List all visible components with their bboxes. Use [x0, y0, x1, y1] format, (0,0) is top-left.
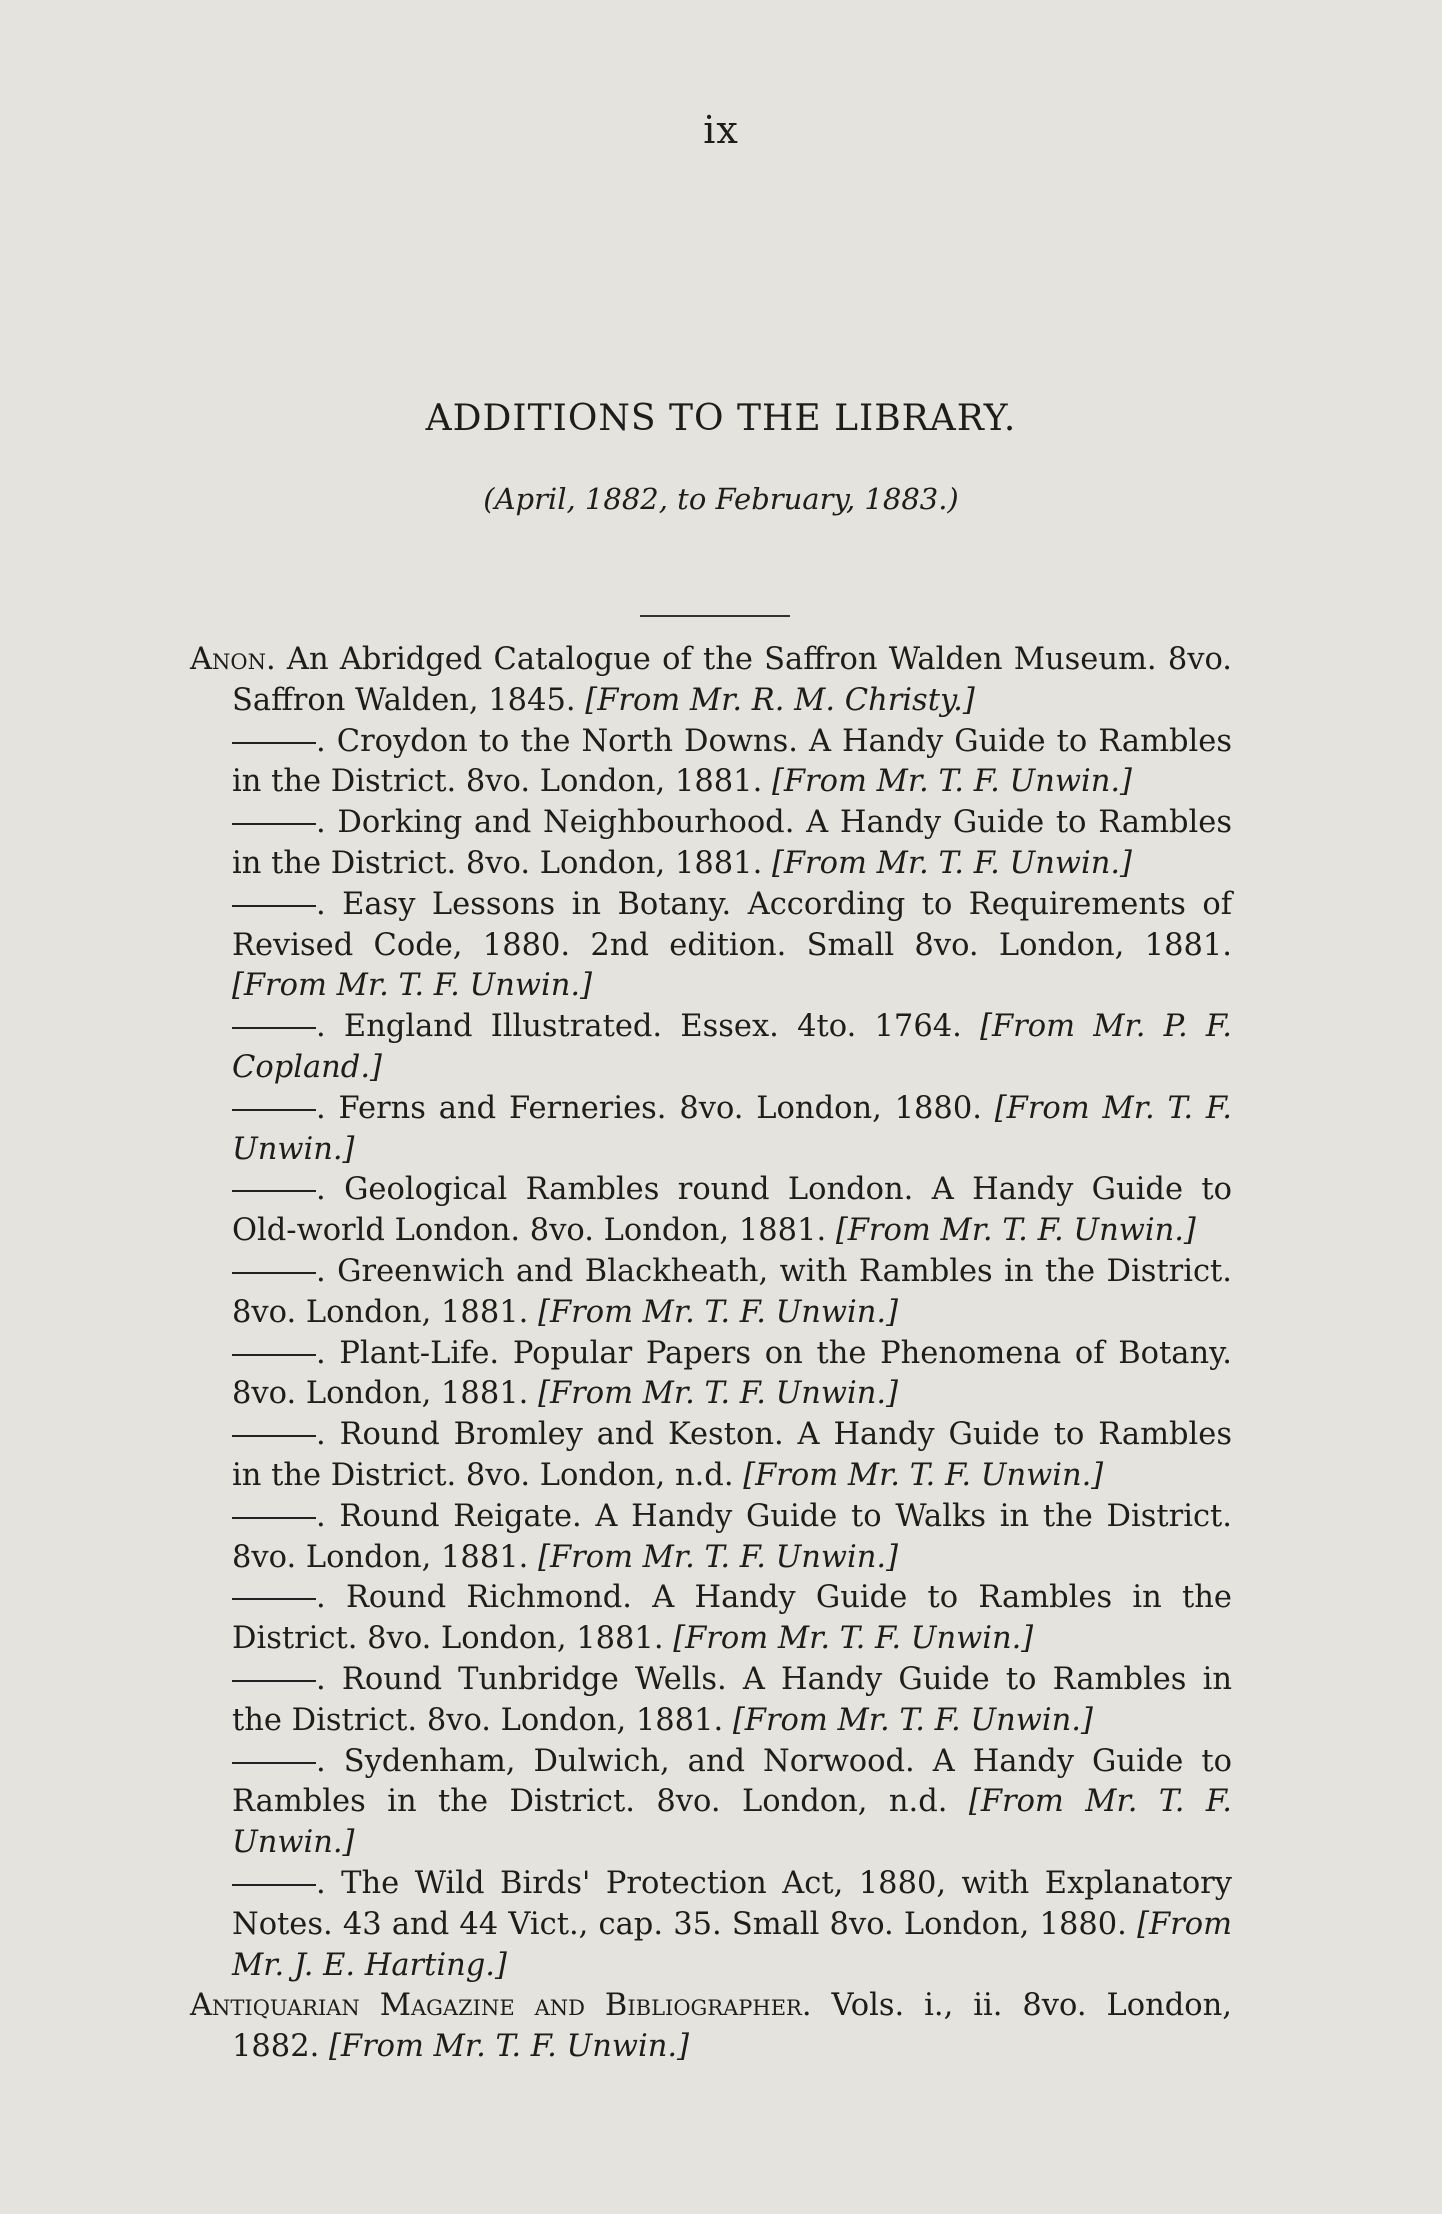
ditto-dash	[232, 823, 316, 825]
list-item	[190, 1864, 1232, 1986]
entry-text: . Round Bromley and Keston. A Handy Guide to Rambles in the District. 8vo. London, n.d.	[232, 1417, 1232, 1493]
entry-source: [From Mr. P. F. Copland.]	[232, 1009, 1233, 1085]
entry-text: . Plant-Life. Popular Papers on the Phenomena of Botany. 8vo. London, 1881.	[232, 1335, 1232, 1412]
ditto-dash	[232, 1598, 316, 1600]
section-title: ADDITIONS TO THE LIBRARY.	[425, 398, 1017, 439]
list-item	[190, 1742, 1232, 1864]
entry-source: [From Mr. T. F. Unwin.]	[743, 1457, 1104, 1493]
entry-source: [From Mr. T. F. Unwin.]	[673, 1621, 1034, 1657]
entry-source: [From Mr. T. F. Unwin.]	[771, 764, 1132, 800]
ditto-dash	[232, 1190, 316, 1192]
entry-source: [From Mr. J. E. Harting.]	[232, 1906, 1232, 1983]
entry-text: . Croydon to the North Downs. A Handy Guide to Rambles in the District. 8vo. London, 1881.	[232, 723, 1232, 800]
entry-text: . England Illustrated. Essex. 4to. 1764.	[316, 1009, 962, 1045]
ditto-dash	[232, 1027, 316, 1029]
list-item	[190, 1334, 1232, 1416]
entry-source: [From Mr. T. F. Unwin.]	[232, 1784, 1233, 1861]
list-item	[190, 1252, 1232, 1334]
list-item	[190, 1578, 1232, 1660]
ditto-dash	[232, 1272, 316, 1274]
ditto-dash	[232, 1762, 316, 1764]
list-item	[190, 885, 1232, 1007]
list-item	[190, 1415, 1232, 1497]
entry-source: [From Mr. R. M. Christy.]	[585, 682, 975, 718]
entry-text: . An Abridged Catalogue of the Saffron Walden Museum. 8vo. Saffron Walden, 1845.	[232, 642, 1232, 718]
entry-source: [From Mr. T. F. Unwin.]	[538, 1376, 899, 1412]
entry-source: [From Mr. T. F. Unwin.]	[732, 1702, 1093, 1738]
list-item	[190, 640, 1232, 722]
entry-source: [From Mr. T. F. Unwin.]	[538, 1539, 899, 1575]
list-item	[190, 722, 1232, 804]
list-item	[190, 1007, 1232, 1089]
entry-source: [From Mr. T. F. Unwin.]	[835, 1213, 1196, 1249]
entry-text: . Geological Rambles round London. A Handy Guide to Old-world London. 8vo. London, 1881.	[232, 1172, 1232, 1249]
ditto-dash	[232, 1680, 316, 1682]
list-item	[190, 1497, 1232, 1579]
entry-text: . Round Richmond. A Handy Guide to Rambles in the District. 8vo. London, 1881.	[232, 1580, 1232, 1657]
entry-source: [From Mr. T. F. Unwin.]	[232, 968, 592, 1004]
ditto-dash	[232, 905, 316, 907]
date-range-subtitle: (April, 1882, to February, 1883.)	[483, 482, 959, 516]
entry-text: . Sydenham, Dulwich, and Norwood. A Handy Guide to Rambles in the District. 8vo. London, n.d.	[232, 1743, 1232, 1820]
ditto-dash	[232, 1109, 316, 1111]
entry-text: . Dorking and Neighbourhood. A Handy Guide to Rambles in the District. 8vo. London, 1881.	[232, 805, 1232, 881]
ditto-dash	[232, 742, 316, 744]
list-item	[190, 1089, 1232, 1171]
list-item	[190, 1660, 1232, 1742]
ditto-dash	[232, 1517, 316, 1519]
entry-text: . Round Tunbridge Wells. A Handy Guide to Rambles in the District. 8vo. London, 1881.	[232, 1661, 1232, 1738]
ditto-dash	[232, 1884, 316, 1886]
entry-text: . Ferns and Ferneries. 8vo. London, 1880.	[316, 1090, 982, 1126]
list-item	[190, 803, 1232, 885]
list-item	[190, 1986, 1232, 2068]
entry-text: . The Wild Birds' Protection Act, 1880, with Explanatory Notes. 43 and 44 Vict., cap. 35. Small 8vo. London, 1880.	[232, 1865, 1232, 1942]
entry-heading: Antiquarian Magazine and Bibliographer	[190, 1988, 802, 2024]
entry-text: . Greenwich and Blackheath, with Rambles in the District. 8vo. London, 1881.	[232, 1253, 1232, 1330]
entry-text: . Easy Lessons in Botany. According to Requirements of Revised Code, 1880. 2nd edition. Small 8vo. London, 1881.	[232, 886, 1232, 963]
entry-source: [From Mr. T. F. Unwin.]	[329, 2029, 689, 2065]
entry-heading: Anon	[190, 642, 266, 677]
entry-source: [From Mr. T. F. Unwin.]	[232, 1090, 1232, 1167]
ditto-dash	[232, 1354, 316, 1356]
library-additions-list	[190, 640, 1232, 2068]
ditto-dash	[232, 1435, 316, 1437]
entry-text: . Round Reigate. A Handy Guide to Walks in the District. 8vo. London, 1881.	[232, 1498, 1232, 1575]
entry-source: [From Mr. T. F. Unwin.]	[771, 845, 1132, 881]
page-number: ix	[703, 108, 739, 152]
entry-text: . Vols. i., ii. 8vo. London, 1882.	[232, 1988, 1232, 2065]
entry-source: [From Mr. T. F. Unwin.]	[538, 1294, 899, 1330]
divider-rule	[640, 615, 790, 617]
list-item	[190, 1170, 1232, 1252]
